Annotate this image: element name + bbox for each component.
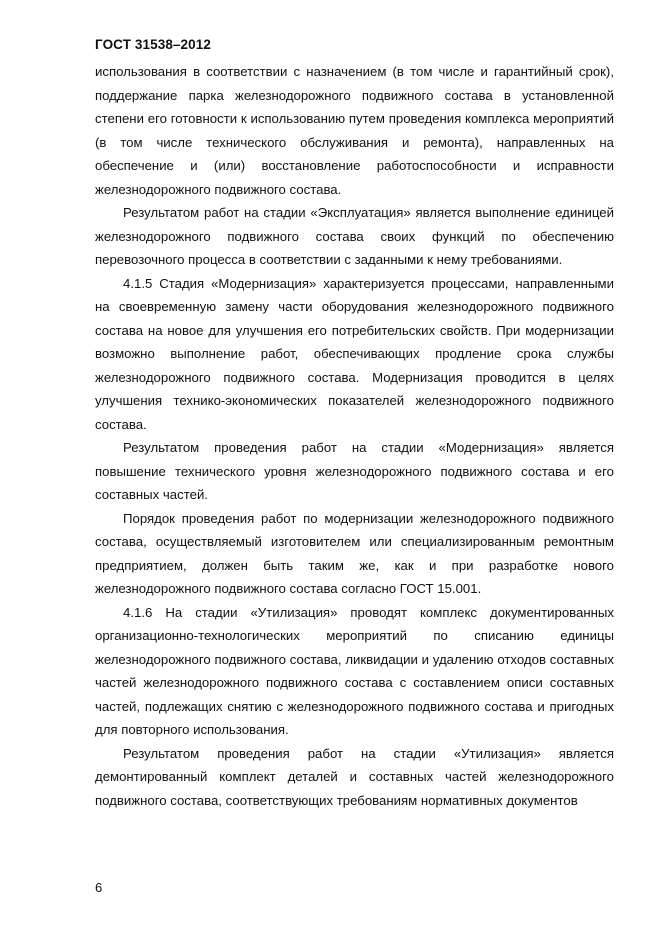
- document-body: [95, 60, 614, 812]
- document-header: ГОСТ 31538–2012: [95, 37, 211, 52]
- paragraph-4-1-5-modernization: 4.1.5 Стадия «Модернизация» характеризуется процессами, направленными на своевременную замену части оборудования железнодорожного подвижного состава на новое для улучшения его потребительских свойств. При модернизации возможно выполнение работ, обеспечивающих продление срока службы железнодорожного подвижного состава. Модернизация проводится в целях улучшения технико-экономических показателей железнодорожного подвижного состава.: [95, 275, 614, 432]
- paragraph-modernization-result: Результатом проведения работ на стадии «Модернизация» является повышение технического уровня железнодорожного подвижного состава и его составных частей.: [95, 440, 614, 502]
- paragraph-utilization-result: Результатом проведения работ на стадии «Утилизация» является демонтированный комплект деталей и составных частей железнодорожного подвижного состава, соответствующих требованиям нормативных документов: [95, 745, 614, 808]
- paragraph-exploitation-result: Результатом работ на стадии «Эксплуатация» является выполнение единицей железнодорожного подвижного состава своих функций по обеспечению перевозочного процесса в соответствии с заданными к нему требованиями.: [95, 205, 614, 267]
- page-number: 6: [95, 880, 103, 895]
- paragraph-continuation: использования в соответствии с назначением (в том числе и гарантийный срок), поддержание парка железнодорожного подвижного состава в установленной степени его готовности к использованию путем проведения комплекса мероприятий (в том числе технического обслуживания и ремонта), направленных на обеспечение и (или) восстановление работоспособности и исправности железнодорожного подвижного состава.: [95, 64, 614, 197]
- paragraph-modernization-procedure: Порядок проведения работ по модернизации железнодорожного подвижного состава, осуществляемый изготовителем или специализированным ремонтным предприятием, должен быть таким же, как и при разработке нового железнодорожного подвижного состава согласно ГОСТ 15.001.: [95, 510, 614, 596]
- paragraph-4-1-6-utilization: 4.1.6 На стадии «Утилизация» проводят комплекс документированных организационно-технологических мероприятий по списанию единицы железнодорожного подвижного состава, ликвидации и удалению отходов составных частей железнодорожного подвижного состава с составлением описи составных частей, подлежащих снятию с железнодорожного подвижного состава и пригодных для повторного использования.: [95, 604, 614, 737]
